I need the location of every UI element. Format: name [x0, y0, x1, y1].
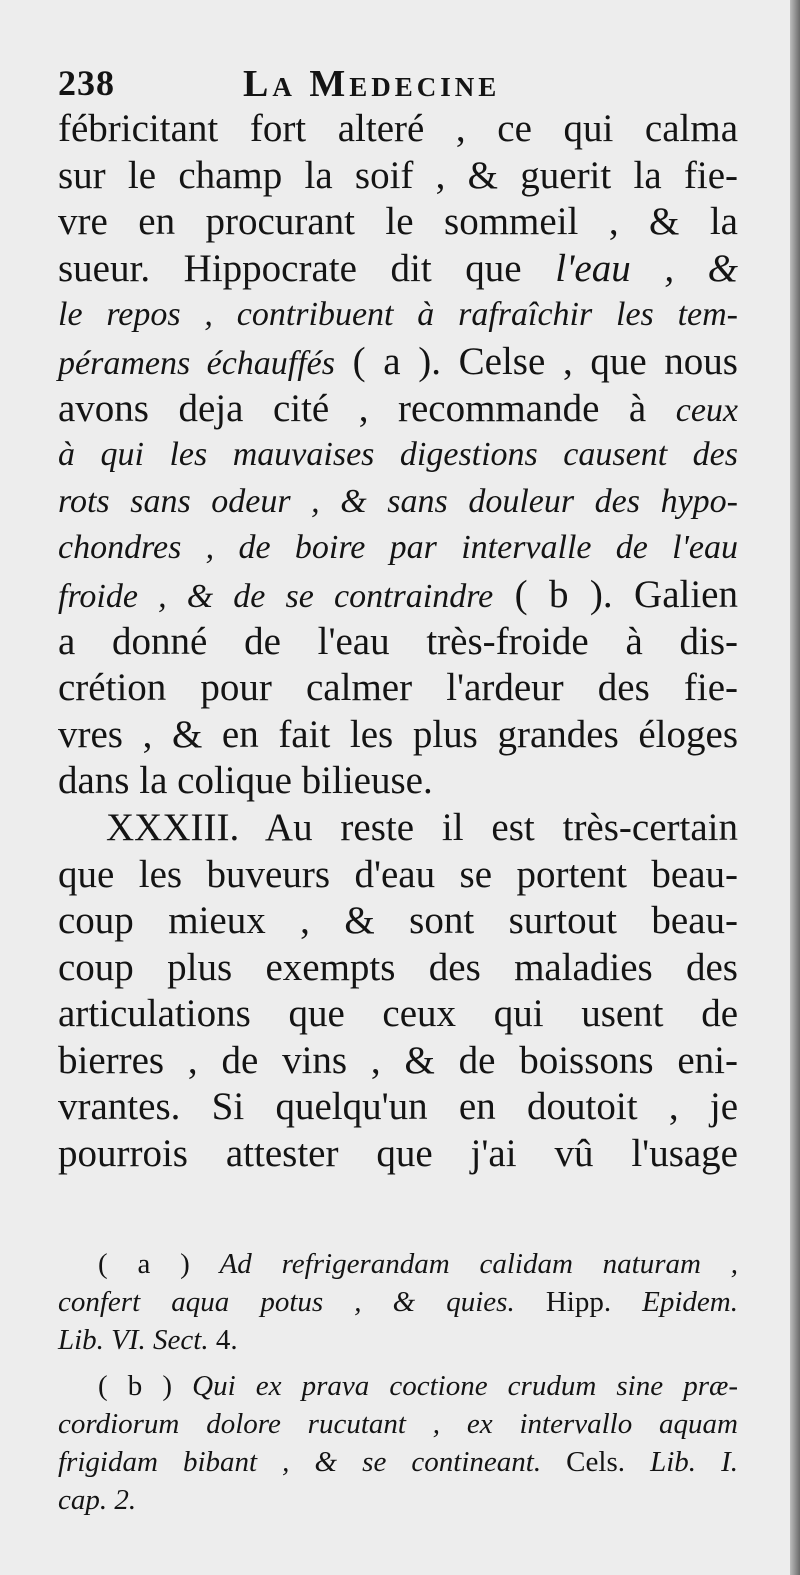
text-span: avons deja cité , recommande à	[58, 386, 647, 430]
italic-span: frigidam bibant , & se contineant.	[58, 1446, 542, 1478]
footnote-a-line	[58, 1283, 738, 1321]
text-line: XXXIII. Au reste il est très-certain	[106, 805, 738, 849]
text-line: crétion pour calmer l'ardeur des fie-	[58, 666, 738, 710]
text-span: ( a ). Celse , que nous	[352, 339, 738, 383]
italic-span: Qui ex prava coctione crudum sine præ-	[192, 1370, 738, 1402]
footnote-b-line	[58, 1367, 738, 1405]
italic-span: l'eau , &	[555, 246, 739, 290]
footnote-b-line	[58, 1443, 738, 1481]
italic-span: ceux	[675, 391, 739, 429]
text-line: fébricitant fort alteré , ce qui calma	[58, 107, 738, 150]
footnote-b-line: cap. 2.	[58, 1484, 137, 1516]
text-line: le repos , contribuent à rafraîchir les tem-	[58, 296, 738, 334]
italic-span: Lib. VI. Sect.	[58, 1324, 209, 1356]
text-line: a donné de l'eau très-froide à dis-	[58, 619, 738, 663]
italic-span: confert aqua potus , & quies.	[58, 1286, 515, 1318]
text-span: sueur. Hippocrate dit que	[58, 246, 522, 290]
text-line: coup mieux , & sont surtout beau-	[58, 899, 738, 943]
page-edge-shadow	[790, 0, 800, 1575]
footnotes	[58, 1245, 738, 1519]
footnote-b-line: cordiorum dolore rucutant , ex intervallo aquam	[58, 1408, 738, 1440]
italic-span: péramens échauffés	[58, 344, 335, 382]
text-span: 4.	[215, 1324, 238, 1356]
body-text	[58, 106, 738, 1178]
italic-span: froide , & de se contraindre	[58, 577, 494, 615]
text-span: ( b ). Galien	[514, 572, 738, 616]
text-line: rots sans odeur , & sans douleur des hypo-	[58, 482, 738, 520]
text-line: dans la colique bilieuse.	[58, 759, 433, 803]
text-line	[58, 339, 738, 386]
text-line	[58, 386, 738, 433]
text-span: Cels.	[566, 1446, 625, 1478]
text-line: vre en procurant le sommeil , & la	[58, 200, 738, 244]
text-line: bierres , de vins , & de boissons eni-	[58, 1038, 738, 1082]
footnote-marker: ( b )	[98, 1370, 173, 1402]
italic-span: Lib. I.	[650, 1446, 739, 1478]
italic-span: Ad refrigerandam calidam naturam ,	[219, 1248, 739, 1280]
text-line: sur le champ la soif , & guerit la fie-	[58, 153, 738, 197]
footnote-marker: ( a )	[98, 1248, 190, 1280]
text-line	[58, 246, 738, 293]
text-line: que les buveurs d'eau se portent beau-	[58, 852, 738, 896]
text-line: coup plus exempts des maladies des	[58, 945, 738, 989]
text-line: articulations que ceux qui usent de	[58, 992, 738, 1036]
text-line: chondres , de boire par intervalle de l'eau	[58, 529, 738, 567]
page-number: 238	[58, 63, 115, 103]
italic-span: Epidem.	[642, 1286, 738, 1318]
text-line: vres , & en fait les plus grandes éloges	[58, 712, 738, 756]
text-line: pourrois attester que j'ai vû l'usage	[58, 1132, 738, 1176]
footnote-a-line	[58, 1321, 738, 1359]
text-line	[58, 572, 738, 619]
footnote-a-line	[58, 1245, 738, 1283]
text-span: Hipp.	[545, 1286, 612, 1318]
running-title: La Medecine	[243, 63, 501, 105]
running-head	[58, 62, 738, 112]
text-line: à qui les mauvaises digestions causent des	[58, 436, 738, 474]
text-line: vrantes. Si quelqu'un en doutoit , je	[58, 1085, 738, 1129]
